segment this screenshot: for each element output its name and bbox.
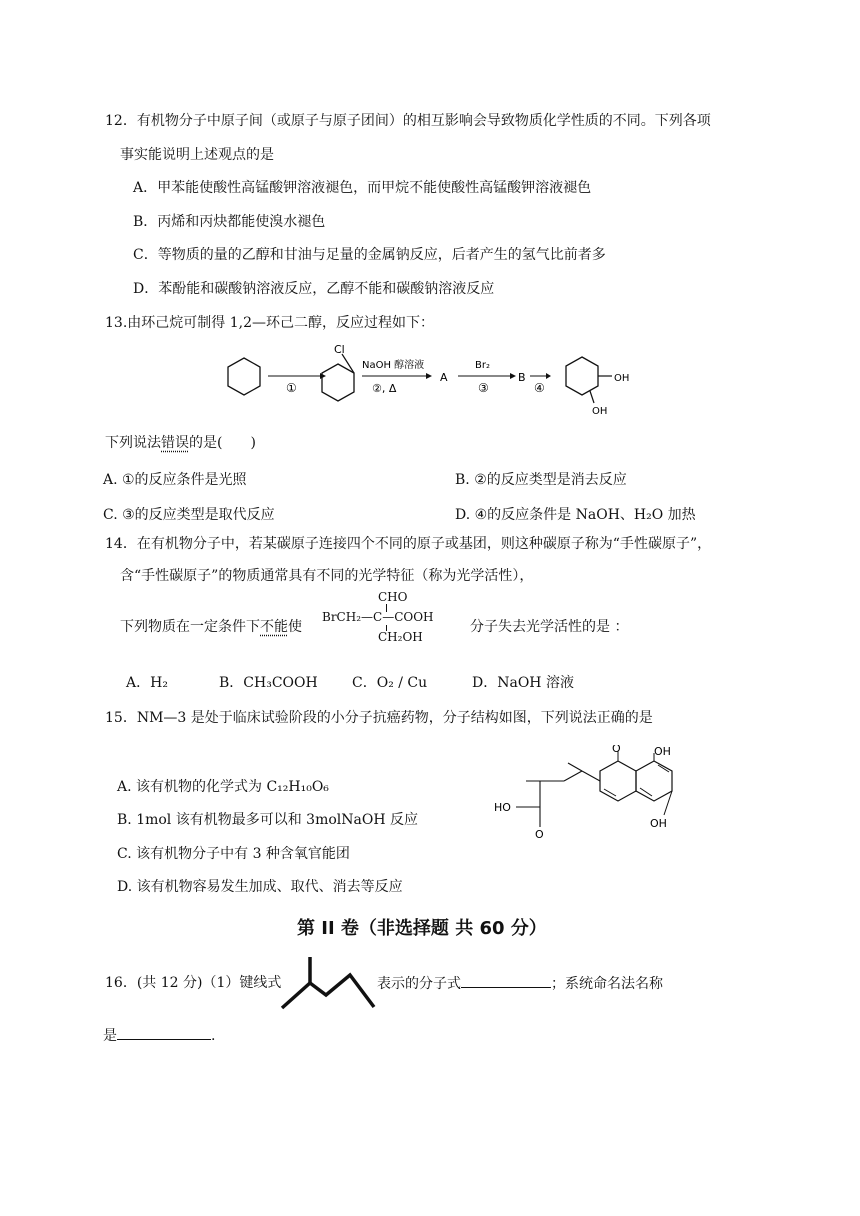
q16-name-blank[interactable] [117, 1025, 211, 1040]
q14-stem-line2: 含“手性碳原子”的物质通常具有不同的光学特征（称为光学活性）， [120, 568, 534, 584]
q13-option-c: C. ③的反应类型是取代反应 [103, 507, 275, 523]
q14-option-d: D．NaOH 溶液 [472, 675, 574, 691]
q14-main-chain: BrCH₂—C—COOH [322, 610, 434, 624]
q14-question-suffix: 分子失去光学活性的是 ： [470, 619, 629, 635]
step4-label: ④ [534, 381, 545, 395]
q14-option-c: C．O₂ / Cu [352, 675, 428, 691]
q16-mid: 表示的分子式 [377, 976, 461, 992]
q15-ho: HO [494, 801, 511, 814]
q13-question [105, 433, 256, 453]
cl-label: Cl [334, 343, 345, 356]
q13-reaction-scheme [220, 340, 650, 426]
q15-ring-o: O [612, 745, 621, 755]
q14-question [120, 617, 302, 637]
q13-question-suffix: 的是( ) [189, 435, 256, 451]
q12-stem-line1: 12．有机物分子中原子间（或原子与原子团间）的相互影响会导致物质化学性质的不同。下列各项 [105, 113, 711, 129]
oh1-label: OH [614, 373, 630, 384]
q14-structure [320, 590, 450, 646]
q15-option-b: B. 1mol 该有机物最多可以和 3molNaOH 反应 [117, 812, 418, 828]
q12-option-d: D．苯酚能和碳酸钠溶液反应，乙醇不能和碳酸钠溶液反应 [133, 281, 495, 297]
q12-stem-line2: 事实能说明上述观点的是 [120, 147, 274, 163]
q14-option-a: A．H₂ [126, 675, 168, 691]
q14-option-b: B．CH₃COOH [219, 675, 318, 691]
q14-question-emph: 不能 [260, 619, 288, 635]
q16-line2-suffix: . [211, 1028, 216, 1044]
q13-option-b: B. ②的反应类型是消去反应 [455, 472, 627, 488]
q13-question-prefix: 下列说法 [105, 435, 161, 451]
q15-option-d: D. 该有机物容易发生加成、取代、消去等反应 [117, 879, 403, 895]
q16-formula-question [377, 973, 663, 994]
q14-cho: CHO [378, 590, 408, 604]
q13-option-d: D. ④的反应条件是 NaOH、H₂O 加热 [455, 507, 696, 523]
q14-ch2oh: CH₂OH [378, 630, 423, 644]
q16-line2-prefix: 是 [103, 1028, 117, 1044]
q15-option-a: A. 该有机物的化学式为 C₁₂H₁₀O₆ [117, 779, 329, 795]
q16-skeletal-formula [280, 955, 380, 1015]
q16-formula-blank[interactable] [461, 973, 551, 988]
oh2-label: OH [592, 406, 608, 417]
q14-question-prefix: 下列物质在一定条件下 [120, 619, 260, 635]
q12-option-c: C．等物质的量的乙醇和甘油与足量的金属钠反应，后者产生的氢气比前者多 [133, 247, 606, 263]
q15-oh-bottom: OH [650, 817, 667, 830]
q15-option-c: C. 该有机物分子中有 3 种含氧官能团 [117, 846, 350, 862]
br2-label: Br₂ [475, 360, 490, 371]
q13-question-emph: 错误 [161, 435, 189, 451]
cyclohexanediol-ring [566, 357, 598, 395]
svg-text:O: O [535, 828, 544, 841]
q14-stem-line1: 14．在有机物分子中，若某碳原子连接四个不同的原子或基团，则这种碳原子称为“手性碳原子”， [105, 536, 712, 552]
q16-prefix: 16．(共 12 分)（1）键线式 [105, 975, 282, 991]
q13-stem: 13.由环己烷可制得 1,2—环己二醇，反应过程如下： [105, 315, 434, 331]
cyclohexane-ring [228, 358, 260, 395]
q16-after: ；系统命名法名称 [551, 976, 663, 992]
chlorocyclohexane-ring [322, 364, 354, 401]
section2-title: 第 II 卷（非选择题 共 60 分） [297, 918, 547, 939]
q12-option-a: A．甲苯能使酸性高锰酸钾溶液褪色，而甲烷不能使酸性高锰酸钾溶液褪色 [133, 180, 592, 196]
step3-label: ③ [478, 381, 489, 395]
step1-label: ① [286, 381, 297, 395]
q15-molecule-structure [490, 745, 680, 855]
q15-oh-top: OH [654, 745, 671, 758]
reagent2-label: NaOH 醇溶液 [362, 360, 425, 371]
q14-question-mid: 使 [288, 619, 302, 635]
q13-option-a: A. ①的反应条件是光照 [103, 472, 247, 488]
intermediate-a: A [440, 371, 448, 384]
cond2-label: ②, Δ [372, 382, 397, 395]
intermediate-b: B [518, 371, 526, 384]
q15-stem: 15．NM—3 是处于临床试验阶段的小分子抗癌药物，分子结构如图，下列说法正确的是 [105, 710, 653, 726]
q16-name-question [103, 1025, 215, 1046]
q12-option-b: B．丙烯和丙炔都能使溴水褪色 [133, 214, 326, 230]
